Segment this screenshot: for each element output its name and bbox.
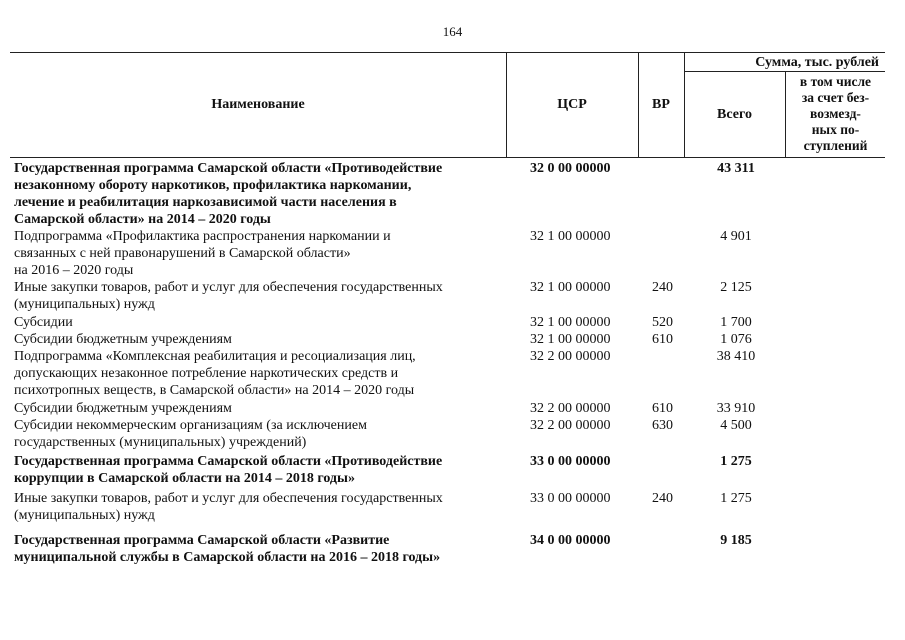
sum-header-underline — [684, 71, 885, 72]
row-name-line: Самарской области» на 2014 – 2020 годы — [14, 212, 271, 227]
row-name — [14, 279, 502, 313]
row-csr: 33 0 00 00000 — [530, 491, 611, 506]
row-csr: 32 1 00 00000 — [530, 280, 611, 295]
row-name — [14, 532, 502, 566]
row-csr: 32 1 00 00000 — [530, 315, 611, 330]
row-name-line: на 2016 – 2020 годы — [14, 263, 134, 278]
table-header-bottom-border — [10, 157, 885, 158]
row-name-line: государственных (муниципальных) учреждений) — [14, 435, 307, 450]
row-csr: 33 0 00 00000 — [530, 454, 611, 469]
header-total: Всего — [717, 107, 752, 122]
row-total: 33 910 — [716, 401, 756, 416]
header-incl-line: ных по- — [811, 122, 860, 137]
row-name-line: (муниципальных) нужд — [14, 297, 155, 312]
row-vr: 240 — [652, 280, 673, 295]
row-name-line: Государственная программа Самарской области «Развитие — [14, 533, 390, 548]
row-name — [14, 453, 502, 487]
page-number: 164 — [442, 24, 463, 39]
row-vr: 520 — [652, 315, 673, 330]
row-csr: 34 0 00 00000 — [530, 533, 611, 548]
header-incl-line: ступлений — [803, 138, 868, 153]
row-name-line: Иные закупки товаров, работ и услуг для обеспечения государственных — [14, 280, 443, 295]
row-vr: 630 — [652, 418, 673, 433]
row-total: 1 700 — [720, 315, 752, 330]
row-total: 4 500 — [720, 418, 752, 433]
row-total: 1 275 — [720, 491, 752, 506]
header-incl-line: за счет без- — [801, 90, 870, 105]
row-name-line: незаконному обороту наркотиков, профилактика наркомании, — [14, 178, 412, 193]
row-total: 4 901 — [720, 229, 752, 244]
header-csr: ЦСР — [557, 97, 587, 112]
header-incl-free-receipts — [786, 74, 885, 154]
header-incl-line: возмезд- — [810, 106, 861, 121]
row-name — [14, 160, 502, 228]
row-name-line: муниципальной службы в Самарской области на 2016 – 2018 годы» — [14, 550, 441, 565]
row-name-line: Подпрограмма «Комплексная реабилитация и ресоциализация лиц, — [14, 349, 416, 364]
row-vr: 610 — [652, 401, 673, 416]
header-incl-line: в том числе — [799, 74, 872, 89]
row-name-line: Иные закупки товаров, работ и услуг для обеспечения государственных — [14, 491, 443, 506]
row-name — [14, 314, 502, 331]
header-sum-title: Сумма, тыс. рублей — [755, 55, 879, 70]
row-total: 2 125 — [720, 280, 752, 295]
header-vr: ВР — [652, 97, 670, 112]
row-name-line: Субсидии бюджетным учреждениям — [14, 332, 232, 347]
row-total: 1 275 — [720, 454, 752, 469]
table-top-border — [10, 52, 885, 53]
row-vr: 240 — [652, 491, 673, 506]
row-name — [14, 228, 502, 279]
row-name-line: Государственная программа Самарской области «Противодействие — [14, 454, 443, 469]
row-csr: 32 0 00 00000 — [530, 161, 611, 176]
row-name — [14, 490, 502, 524]
row-name-line: Подпрограмма «Профилактика распространения наркомании и — [14, 229, 391, 244]
row-name — [14, 348, 502, 399]
row-name — [14, 417, 502, 451]
row-name — [14, 331, 502, 348]
row-total: 38 410 — [716, 349, 756, 364]
row-name-line: (муниципальных) нужд — [14, 508, 155, 523]
row-csr: 32 1 00 00000 — [530, 229, 611, 244]
row-csr: 32 1 00 00000 — [530, 332, 611, 347]
row-name-line: Субсидии — [14, 315, 73, 330]
row-name-line: коррупции в Самарской области на 2014 – 2018 годы» — [14, 471, 355, 486]
row-name-line: связанных с ней правонарушений в Самарской области» — [14, 246, 351, 261]
row-total: 9 185 — [720, 533, 752, 548]
row-name-line: Субсидии некоммерческим организациям (за исключением — [14, 418, 367, 433]
row-name-line: психотропных веществ, в Самарской области» на 2014 – 2020 годы — [14, 383, 415, 398]
row-csr: 32 2 00 00000 — [530, 349, 611, 364]
row-name-line: Субсидии бюджетным учреждениям — [14, 401, 232, 416]
row-name — [14, 400, 502, 417]
row-total: 1 076 — [720, 332, 752, 347]
row-name-line: допускающих незаконное потребление наркотических средств и — [14, 366, 399, 381]
row-name-line: лечение и реабилитация наркозависимой части населения в — [14, 195, 397, 210]
row-csr: 32 2 00 00000 — [530, 418, 611, 433]
row-name-line: Государственная программа Самарской области «Противодействие — [14, 161, 443, 176]
row-vr: 610 — [652, 332, 673, 347]
row-csr: 32 2 00 00000 — [530, 401, 611, 416]
header-name: Наименование — [211, 97, 305, 112]
row-total: 43 311 — [717, 161, 755, 176]
